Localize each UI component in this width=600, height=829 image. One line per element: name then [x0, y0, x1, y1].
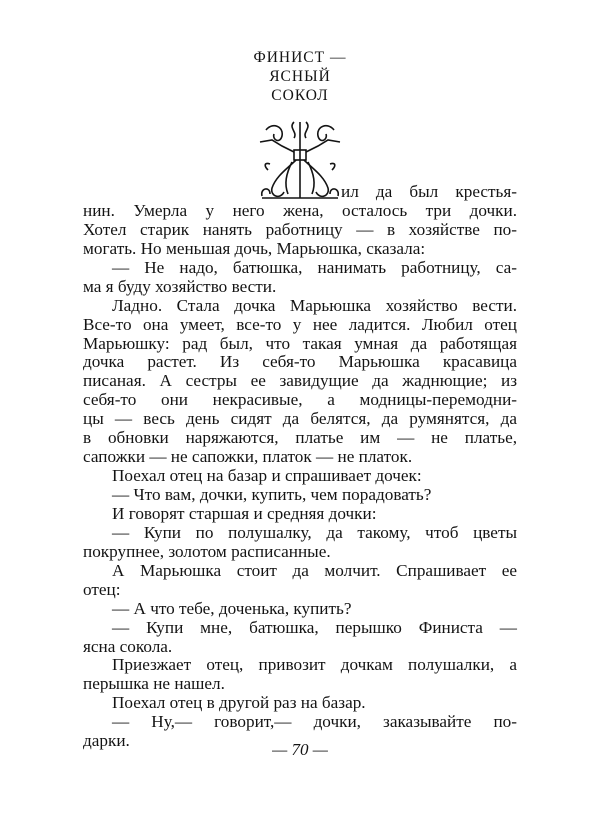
text-line: нин. Умерла у него жена, осталось три дочки.: [83, 200, 517, 220]
text-line: ясна сокола.: [83, 636, 173, 656]
title-line: ЯСНЫЙ: [269, 68, 331, 85]
text-line: Приезжает отец, привозит дочкам полушалки, а: [112, 655, 517, 675]
text-line: ма я буду хозяйство вести.: [83, 276, 277, 296]
text-line: — Что вам, дочки, купить, чем порадовать?: [112, 485, 432, 504]
title-line: СОКОЛ: [271, 87, 329, 104]
text-line: И говорят старшая и средняя дочки:: [112, 503, 377, 523]
text-line: отец:: [83, 579, 121, 599]
text-line: цы — весь день сидят да белятся, да румянятся, да: [83, 409, 517, 429]
text-line: — Купи мне, батюшка, перышко Финиста —: [112, 617, 517, 637]
text-line: могать. Но меньшая дочь, Марьюшка, сказала:: [83, 238, 426, 258]
text-line: — Купи по полушалку, да такому, чтоб цветы: [112, 522, 517, 542]
text-line: Хотел старик нанять работницу — в хозяйстве по-: [83, 219, 517, 239]
story-text: [83, 183, 517, 751]
text-line: А Марьюшка стоит да молчит. Спрашивает ее: [112, 560, 517, 580]
text-line: — Не надо, батюшка, нанимать работницу, са-: [112, 257, 517, 277]
text-line: — Ну,— говорит,— дочки, заказывайте по-: [112, 712, 517, 732]
text-line: Поехал отец в другой раз на базар.: [112, 693, 366, 713]
text-line: покрупнее, золотом расписанные.: [83, 541, 331, 561]
text-line: ил да был крестья-: [341, 182, 517, 201]
text-line: перышка не нашел.: [83, 674, 225, 694]
text-line: Все-то она умеет, все-то у нее ладится. Любил отец: [83, 314, 517, 334]
page-number: — 70 —: [272, 740, 328, 759]
text-line: дочка растет. Из себя-то Марьюшка красавица: [83, 352, 517, 372]
text-line: Марьюшку: рад был, что такая умная да работящая: [83, 333, 517, 353]
text-line: Ладно. Стала дочка Марьюшка хозяйство вести.: [112, 295, 517, 315]
text-line: Поехал отец на базар и спрашивает дочек:: [112, 466, 422, 486]
title-line: ФИНИСТ —: [253, 49, 347, 66]
text-line: писаная. А сестры ее завидущие да жаднющие; из: [83, 371, 517, 391]
text-line: сапожки — не сапожки, платок — не платок.: [83, 447, 413, 467]
story-title: [0, 48, 600, 105]
text-line: в обновки наряжаются, платье им — не платье,: [83, 428, 517, 448]
text-line: себя-то они некрасивые, а модницы-перемодни-: [83, 390, 517, 410]
text-line: дарки.: [83, 731, 130, 751]
text-line: — А что тебе, доченька, купить?: [112, 598, 352, 618]
